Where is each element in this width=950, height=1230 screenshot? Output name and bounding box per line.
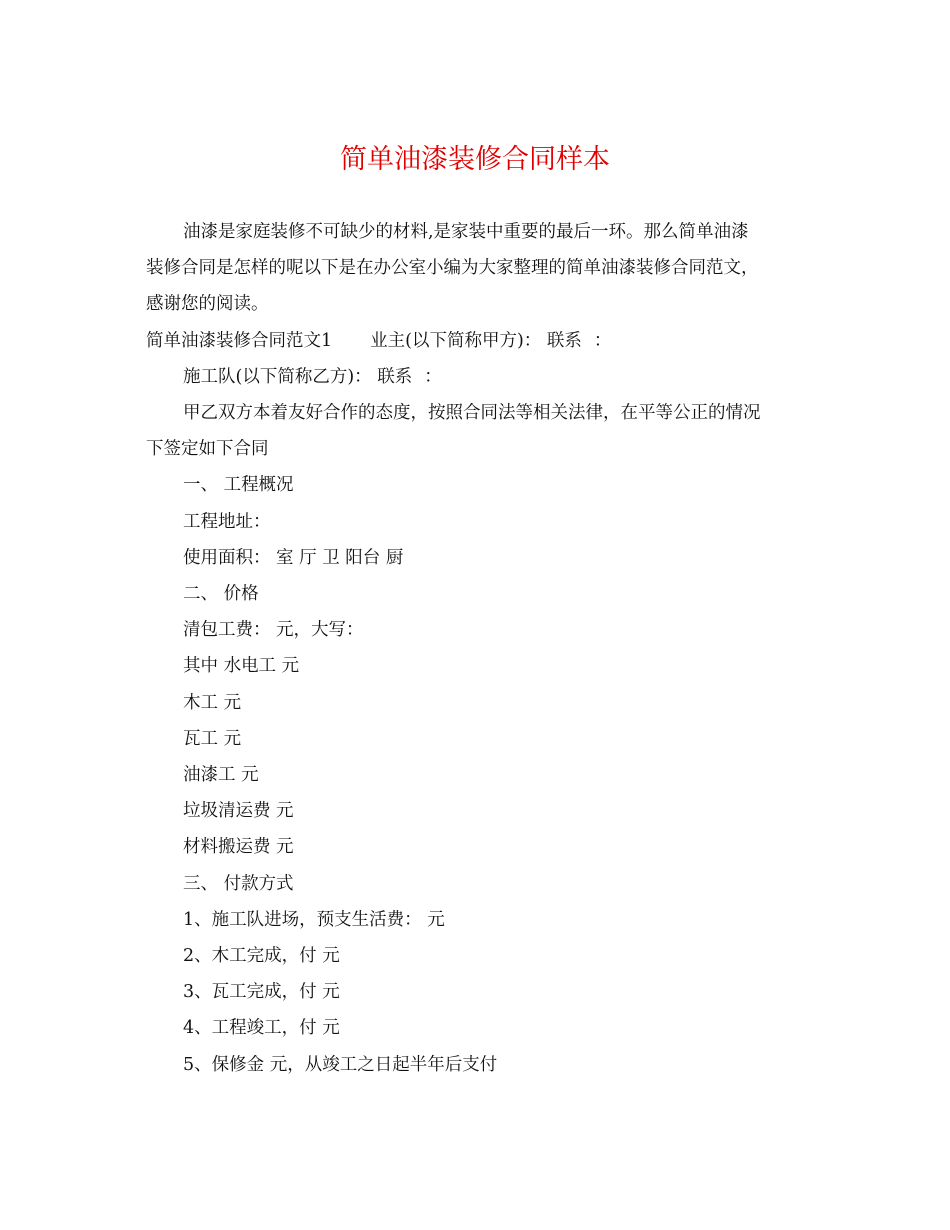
- labor-total-line: 清包工费： 元，大写：: [183, 620, 364, 641]
- payment-item: 3、瓦工完成，付 元: [183, 982, 340, 1003]
- document-body: [146, 214, 802, 1083]
- intro-paragraph-line: 油漆是家庭装修不可缺少的材料,是家装中重要的最后一环。那么简单油漆: [183, 222, 749, 242]
- party-a-contact-colon: ：: [593, 330, 612, 351]
- sample-heading: 简单油漆装修合同范文1: [146, 330, 333, 351]
- price-item: 其中 水电工 元: [183, 656, 300, 677]
- party-b-contact-colon: ：: [424, 366, 442, 387]
- payment-item: 4、工程竣工，付 元: [183, 1018, 340, 1039]
- price-item: 油漆工 元: [183, 765, 259, 786]
- intro-paragraph-line: 感谢您的阅读。: [146, 294, 269, 315]
- payment-item: 5、保修金 元，从竣工之日起半年后支付: [183, 1054, 498, 1075]
- document-title: 简单油漆装修合同样本: [340, 144, 610, 175]
- price-item: 材料搬运费 元: [183, 837, 294, 858]
- payment-item: 2、木工完成，付 元: [183, 946, 340, 967]
- section-heading-price: 二、 价格: [183, 584, 259, 605]
- agreement-line: 下签定如下合同: [146, 439, 269, 460]
- party-b-label: 施工队(以下简称乙方)：: [183, 366, 372, 387]
- project-address-line: 工程地址：: [183, 511, 271, 532]
- party-a-contact-label: 联系: [546, 330, 582, 351]
- price-item: 木工 元: [183, 692, 242, 713]
- price-item: 垃圾清运费 元: [183, 801, 294, 822]
- agreement-line: 甲乙双方本着友好合作的态度，按照合同法等相关法律，在平等公正的情况: [183, 403, 761, 424]
- party-a-label: 业主(以下简称甲方)：: [370, 330, 542, 351]
- intro-paragraph-line: 装修合同是怎样的呢以下是在办公室小编为大家整理的简单油漆装修合同范文，: [146, 258, 759, 279]
- party-b-line: [146, 359, 802, 395]
- usage-area-line: 使用面积： 室 厅 卫 阳台 厨: [183, 547, 404, 568]
- payment-item: 1、施工队进场，预支生活费： 元: [183, 909, 445, 930]
- price-item: 瓦工 元: [183, 728, 242, 749]
- sample-heading-line: [146, 323, 802, 359]
- section-heading-payment: 三、 付款方式: [183, 873, 294, 894]
- section-heading-overview: 一、 工程概况: [183, 475, 294, 496]
- party-b-contact-label: 联系: [377, 366, 413, 387]
